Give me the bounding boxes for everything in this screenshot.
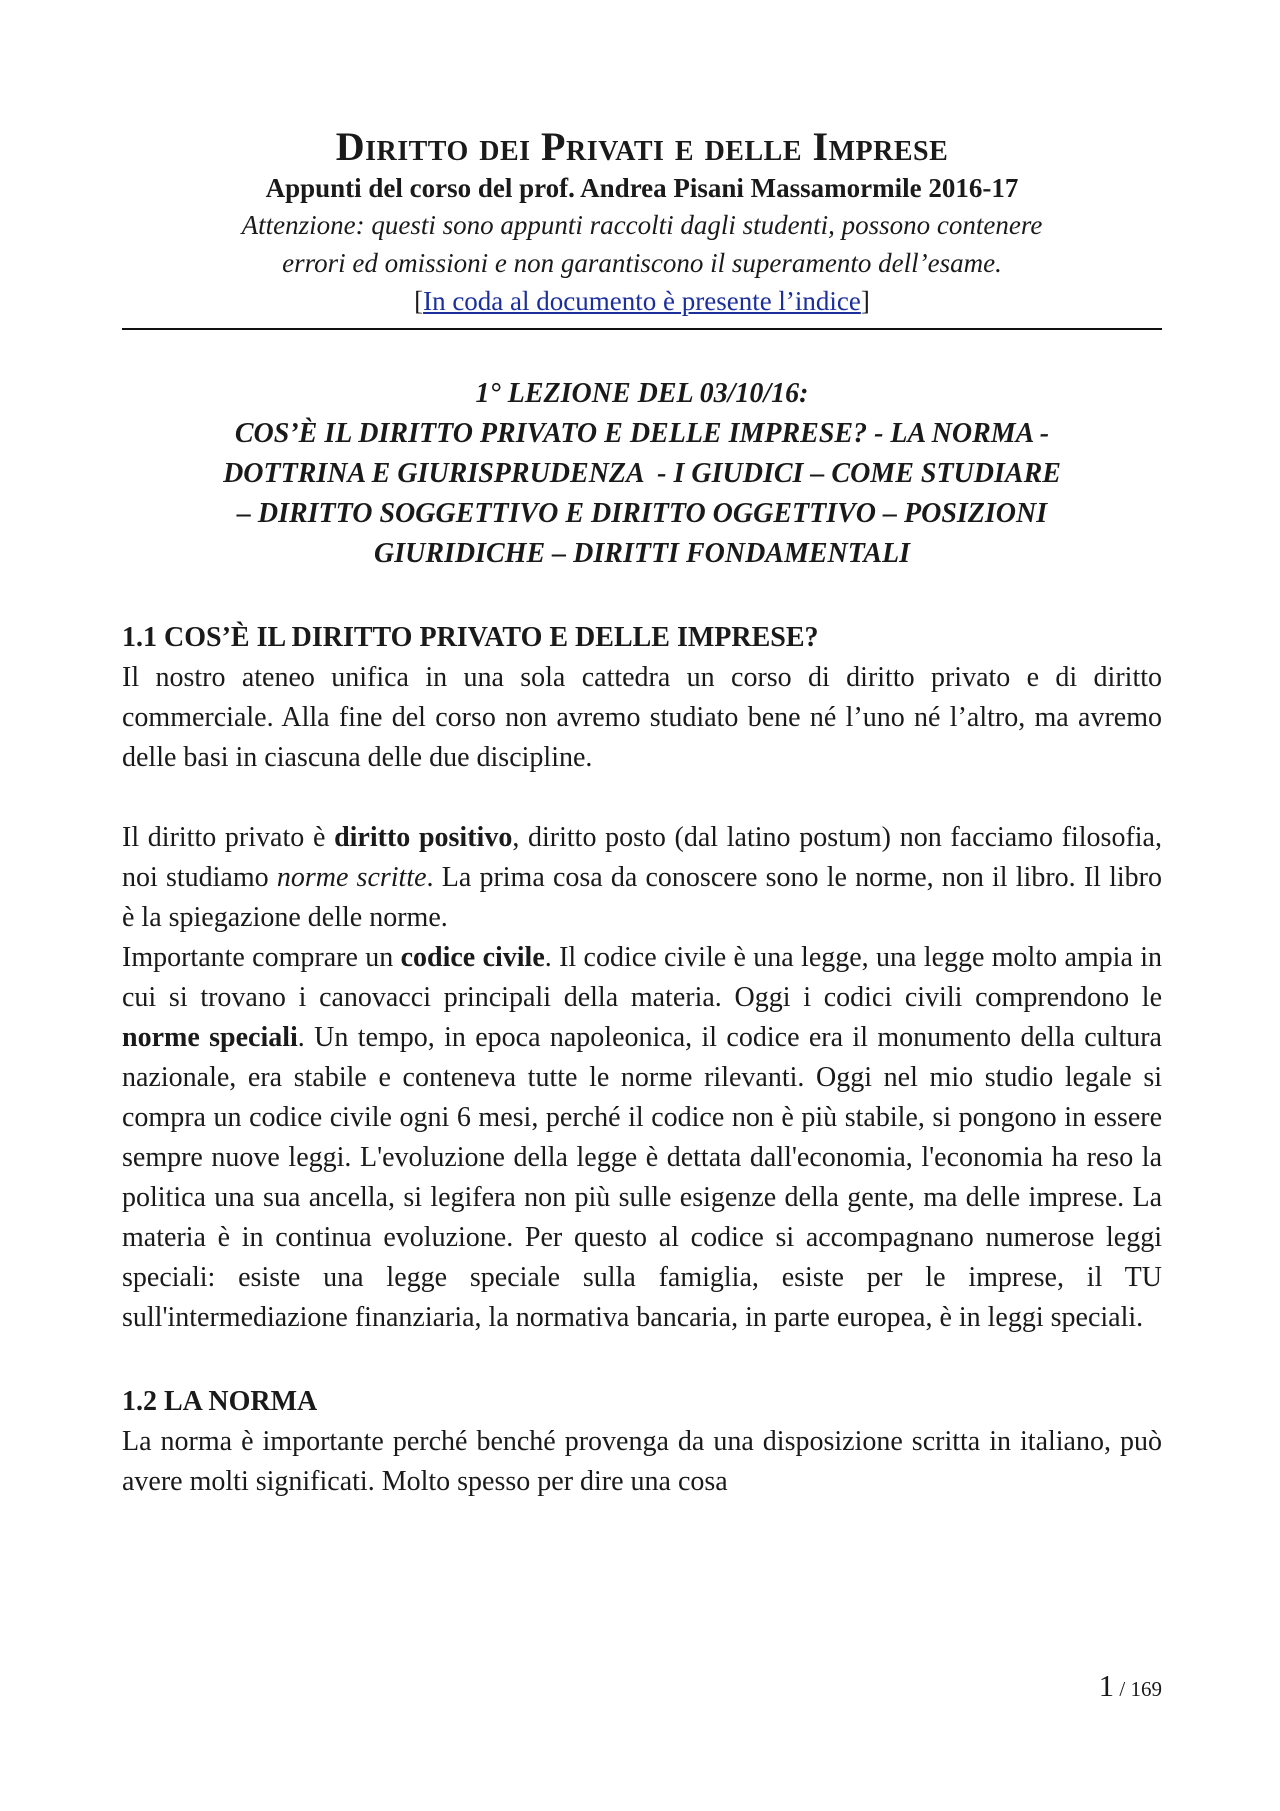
index-link[interactable]: In coda al documento è presente l’indice <box>423 286 861 316</box>
text-run: , diritto posto (dal latino postum) non facciamo filosofia, noi studiamo <box>122 822 1162 893</box>
document-title: Diritto dei Privati e delle Imprese <box>335 124 949 169</box>
text-run: . La prima cosa da conoscere sono le norme, non il libro. Il libro è la spiegazione delle norme. <box>122 862 1162 933</box>
bold-term: diritto positivo <box>334 822 513 853</box>
total-pages: / 169 <box>1114 1677 1162 1701</box>
text-run: . Il codice civile è una legge, una legge molto ampia in cui si trovano i canovacci principali della materia. Oggi i codici civili comprendono le <box>122 942 1162 1013</box>
italic-term: norme scritte <box>276 862 427 893</box>
lesson-heading-line: COS’È IL DIRITTO PRIVATO E DELLE IMPRESE? - LA NORMA - <box>234 418 1050 449</box>
lesson-heading-line: 1° LEZIONE DEL 03/10/16: <box>475 378 809 409</box>
text-run: . Un tempo, in epoca napoleonica, il codice era il monumento della cultura nazionale, era stabile e conteneva tutte le norme rilevanti. Oggi nel mio studio legale si compra un codice civile ogni 6 mesi, perché il codice non è più stabile, si pongono in essere sempre nuove leggi. L'evoluzione della legge è dettata dall'economia, l'economia ha reso la politica una sua ancella, si legifera non più sulle esigenze della gente, ma delle imprese. La materia è in continua evoluzione. Per questo al codice si accompagnano numerose leggi speciali: esiste una legge speciale sulla famiglia, esiste per le imprese, il TU sull'intermediazione finanziaria, la normativa bancaria, in parte europea, è in leggi speciali. <box>122 1022 1162 1333</box>
index-note <box>122 282 1162 320</box>
disclaimer-line-1: Attenzione: questi sono appunti raccolti dagli studenti, possono contenere <box>241 210 1043 240</box>
header-divider <box>122 328 1162 330</box>
paragraph <box>122 818 1162 938</box>
lesson-heading-line: GIURIDICHE – DIRITTI FONDAMENTALI <box>374 538 910 569</box>
paragraph: La norma è importante perché benché provenga da una disposizione scritta in italiano, può avere molti significati. Molto spesso per dire una cosa <box>122 1426 1162 1497</box>
bracket-open: [ <box>414 286 424 316</box>
page-content <box>122 124 1162 1502</box>
text-run: Importante comprare un <box>122 942 401 973</box>
bold-term: norme speciali <box>122 1022 298 1053</box>
text-run: Il diritto privato è <box>122 822 335 853</box>
section-heading-1-2: 1.2 LA NORMA <box>122 1386 318 1417</box>
document-header <box>122 124 1162 320</box>
paragraph <box>122 938 1162 1338</box>
lesson-heading <box>122 374 1162 574</box>
bracket-close: ] <box>860 286 870 316</box>
lesson-heading-line: – DIRITTO SOGGETTIVO E DIRITTO OGGETTIVO – POSIZIONI <box>236 498 1048 529</box>
page-number <box>1099 1668 1162 1707</box>
paragraph: Il nostro ateneo unifica in una sola cattedra un corso di diritto privato e di diritto commerciale. Alla fine del corso non avremo studiato bene né l’uno né l’altro, ma avremo delle basi in ciascuna delle due discipline. <box>122 662 1162 773</box>
course-subtitle: Appunti del corso del prof. Andrea Pisani Massamormile 2016-17 <box>265 173 1019 203</box>
bold-term: codice civile <box>400 942 545 973</box>
section-heading-1-1: 1.1 COS’È IL DIRITTO PRIVATO E DELLE IMPRESE? <box>122 622 819 653</box>
lesson-heading-line: DOTTRINA E GIURISPRUDENZA - I GIUDICI – COME STUDIARE <box>223 458 1061 489</box>
disclaimer-line-2: errori ed omissioni e non garantiscono il superamento dell’esame. <box>282 248 1002 278</box>
current-page: 1 <box>1098 1668 1115 1703</box>
